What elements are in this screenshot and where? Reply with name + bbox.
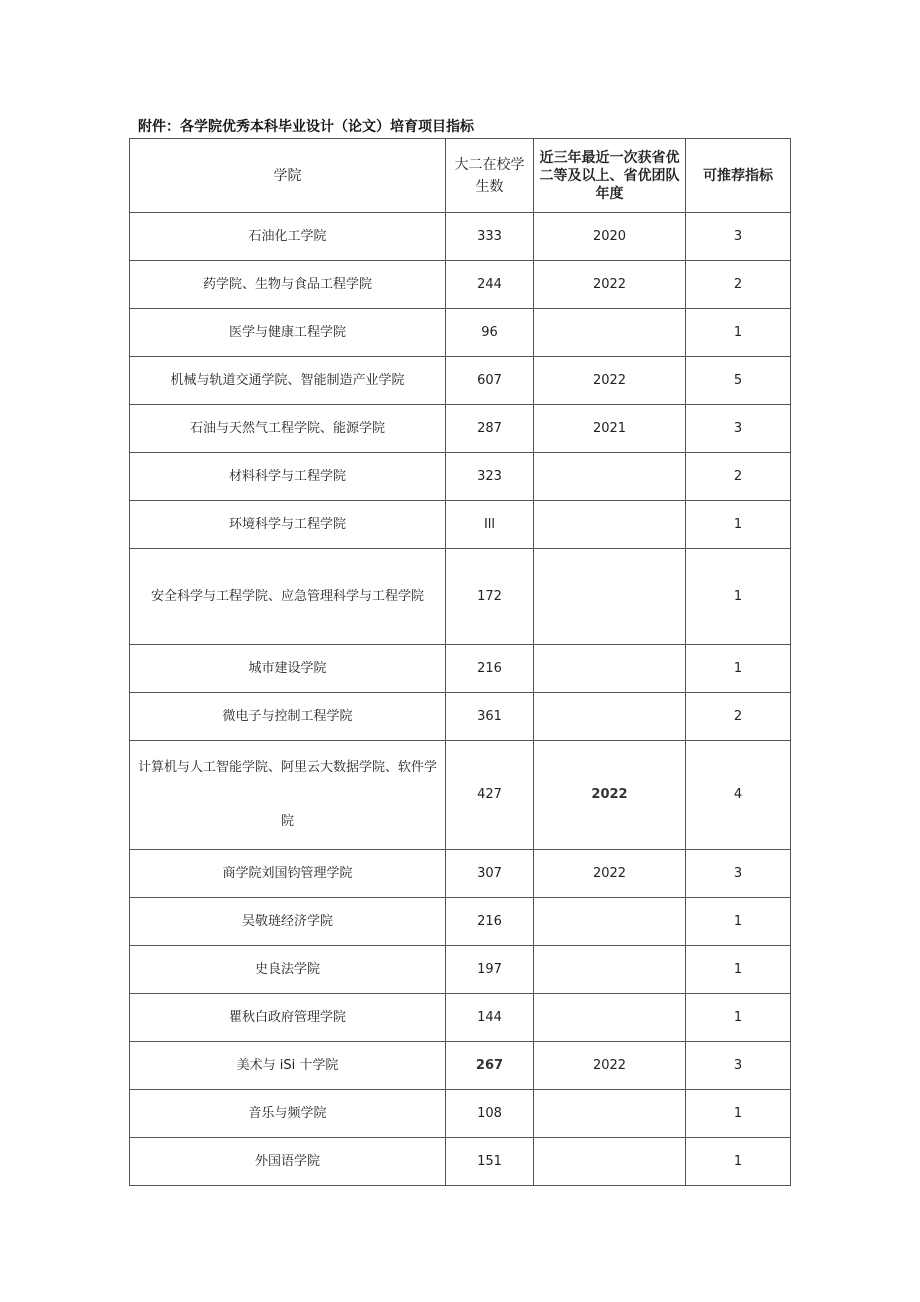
award-year-cell: 2022 (534, 850, 686, 898)
student-count-cell: 361 (446, 693, 534, 741)
table-row (130, 693, 791, 741)
quota-cell: 2 (686, 693, 791, 741)
award-year-cell: 2022 (534, 357, 686, 405)
table-row (130, 501, 791, 549)
school-cell: 音乐与频学院 (130, 1090, 446, 1138)
quota-cell: 1 (686, 1138, 791, 1186)
quota-cell: 1 (686, 309, 791, 357)
award-year-cell: 2022 (534, 741, 686, 850)
school-cell: 环境科学与工程学院 (130, 501, 446, 549)
award-year-cell (534, 549, 686, 645)
page-title: 附件：各学院优秀本科毕业设计（论文）培育项目指标 (138, 119, 474, 135)
quota-cell: 1 (686, 645, 791, 693)
student-count-cell: 197 (446, 946, 534, 994)
student-count-cell: Ill (446, 501, 534, 549)
student-count-cell: 287 (446, 405, 534, 453)
quota-cell: 5 (686, 357, 791, 405)
student-count-cell: 216 (446, 898, 534, 946)
quota-cell: 1 (686, 501, 791, 549)
table-row (130, 850, 791, 898)
award-year-cell: 2022 (534, 1042, 686, 1090)
award-year-cell: 2021 (534, 405, 686, 453)
table-row (130, 946, 791, 994)
header-school: 学院 (130, 139, 446, 213)
student-count-cell: 96 (446, 309, 534, 357)
table-row (130, 1138, 791, 1186)
table-row (130, 213, 791, 261)
award-year-cell (534, 994, 686, 1042)
school-cell: 商学院刘国钧管理学院 (130, 850, 446, 898)
table-row (130, 357, 791, 405)
table-row (130, 645, 791, 693)
award-year-cell (534, 501, 686, 549)
school-cell: 史良法学院 (130, 946, 446, 994)
school-cell: 机械与轨道交通学院、智能制造产业学院 (130, 357, 446, 405)
school-cell: 石油与天然气工程学院、能源学院 (130, 405, 446, 453)
quota-table (129, 138, 791, 1186)
student-count-cell: 307 (446, 850, 534, 898)
award-year-cell (534, 946, 686, 994)
table-row (130, 453, 791, 501)
quota-cell: 3 (686, 213, 791, 261)
school-cell: 安全科学与工程学院、应急管理科学与工程学院 (130, 549, 446, 645)
school-cell: 城市建设学院 (130, 645, 446, 693)
school-cell: 医学与健康工程学院 (130, 309, 446, 357)
table-row (130, 898, 791, 946)
school-cell: 吴敬琏经济学院 (130, 898, 446, 946)
table-row (130, 405, 791, 453)
quota-cell: 1 (686, 549, 791, 645)
quota-cell: 1 (686, 1090, 791, 1138)
student-count-cell: 267 (446, 1042, 534, 1090)
table-row (130, 1042, 791, 1090)
table-header-row (130, 139, 791, 213)
student-count-cell: 216 (446, 645, 534, 693)
student-count-cell: 151 (446, 1138, 534, 1186)
award-year-cell (534, 693, 686, 741)
award-year-cell (534, 309, 686, 357)
table-row (130, 309, 791, 357)
quota-cell: 1 (686, 898, 791, 946)
quota-cell: 1 (686, 946, 791, 994)
student-count-cell: 108 (446, 1090, 534, 1138)
quota-cell: 3 (686, 1042, 791, 1090)
school-cell: 计算机与人工智能学院、阿里云大数据学院、软件学院 (130, 741, 446, 850)
school-cell: 石油化工学院 (130, 213, 446, 261)
school-cell: 药学院、生物与食品工程学院 (130, 261, 446, 309)
quota-cell: 1 (686, 994, 791, 1042)
school-cell: 美术与 iSi 十学院 (130, 1042, 446, 1090)
quota-cell: 3 (686, 405, 791, 453)
quota-cell: 2 (686, 261, 791, 309)
student-count-cell: 607 (446, 357, 534, 405)
award-year-cell (534, 453, 686, 501)
student-count-cell: 244 (446, 261, 534, 309)
table-row (130, 994, 791, 1042)
award-year-cell (534, 645, 686, 693)
header-student-count: 大二在校学生数 (446, 139, 534, 213)
award-year-cell: 2020 (534, 213, 686, 261)
school-cell: 外国语学院 (130, 1138, 446, 1186)
quota-cell: 2 (686, 453, 791, 501)
student-count-cell: 427 (446, 741, 534, 850)
table-row (130, 1090, 791, 1138)
header-quota: 可推荐指标 (686, 139, 791, 213)
student-count-cell: 333 (446, 213, 534, 261)
school-cell: 瞿秋白政府管理学院 (130, 994, 446, 1042)
table-row (130, 741, 791, 850)
school-cell: 微电子与控制工程学院 (130, 693, 446, 741)
school-cell: 材料科学与工程学院 (130, 453, 446, 501)
award-year-cell (534, 1138, 686, 1186)
award-year-cell: 2022 (534, 261, 686, 309)
quota-cell: 3 (686, 850, 791, 898)
table-row (130, 549, 791, 645)
student-count-cell: 144 (446, 994, 534, 1042)
award-year-cell (534, 1090, 686, 1138)
header-award-year: 近三年最近一次获省优二等及以上、省优团队年度 (534, 139, 686, 213)
award-year-cell (534, 898, 686, 946)
student-count-cell: 323 (446, 453, 534, 501)
student-count-cell: 172 (446, 549, 534, 645)
table-row (130, 261, 791, 309)
quota-cell: 4 (686, 741, 791, 850)
